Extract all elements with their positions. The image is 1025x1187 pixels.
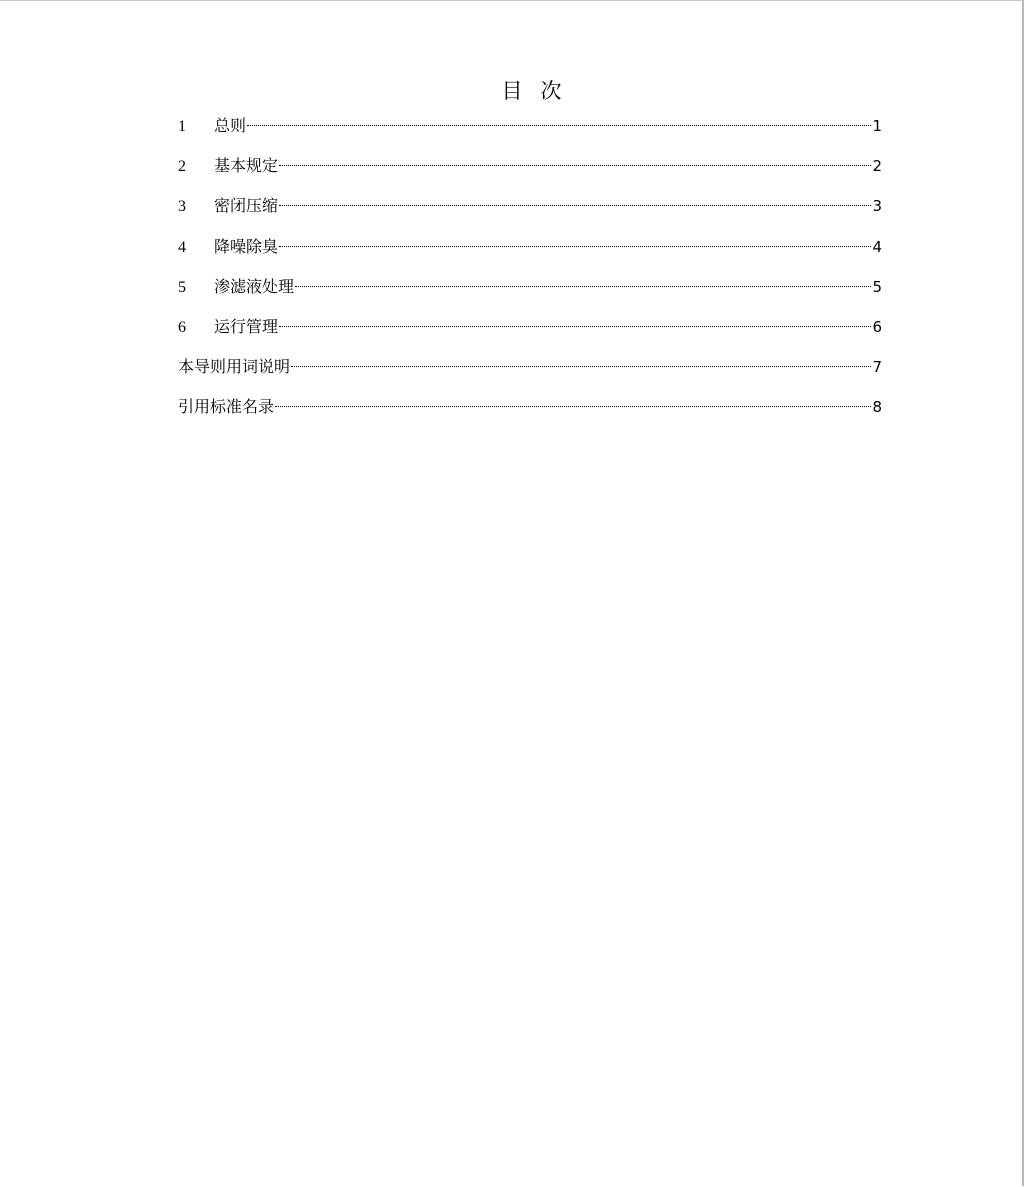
toc-dot-leader [275, 406, 871, 407]
toc-entry-number: 3 [178, 198, 186, 216]
toc-entry[interactable] [178, 394, 882, 434]
toc-entry-label: 总则 [214, 116, 247, 135]
toc-entry-page: 6 [872, 317, 882, 336]
toc-entry-page: 2 [872, 157, 882, 176]
toc-list [178, 113, 882, 435]
toc-entry-page: 1 [872, 117, 882, 135]
toc-entry-number: 6 [178, 318, 186, 336]
toc-entry-label: 引用标准名录 [178, 397, 275, 417]
toc-entry-number: 1 [178, 118, 186, 135]
toc-title [0, 77, 1025, 105]
toc-entry-page: 8 [872, 398, 882, 417]
toc-entry[interactable] [178, 113, 882, 153]
toc-dot-leader [247, 125, 871, 126]
toc-entry[interactable] [178, 314, 882, 354]
toc-dot-leader [279, 246, 871, 247]
toc-entry-label: 密闭压缩 [214, 196, 279, 216]
toc-dot-leader [291, 366, 871, 367]
toc-entry-page: 5 [872, 277, 882, 296]
toc-entry-number: 2 [178, 158, 186, 176]
toc-entry-page: 4 [872, 237, 882, 256]
toc-entry-label: 运行管理 [214, 316, 279, 336]
toc-entry-number: 4 [178, 238, 186, 256]
toc-entry-label: 基本规定 [214, 156, 279, 176]
toc-entry-page: 7 [872, 358, 882, 377]
toc-entry[interactable] [178, 234, 882, 274]
toc-title-char-1: 目 [501, 79, 523, 103]
toc-dot-leader [295, 286, 871, 287]
toc-entry[interactable] [178, 153, 882, 193]
toc-entry-label: 渗滤液处理 [214, 276, 295, 296]
toc-dot-leader [279, 165, 871, 166]
toc-entry[interactable] [178, 274, 882, 314]
toc-entry[interactable] [178, 193, 882, 233]
toc-entry-page: 3 [872, 197, 882, 216]
toc-entry-number: 5 [178, 278, 186, 296]
toc-entry-label: 降噪除臭 [214, 236, 279, 256]
toc-entry-label: 本导则用词说明 [178, 357, 291, 377]
toc-entry[interactable] [178, 354, 882, 394]
toc-dot-leader [279, 205, 871, 206]
toc-dot-leader [279, 326, 871, 327]
toc-title-char-2: 次 [540, 79, 562, 103]
